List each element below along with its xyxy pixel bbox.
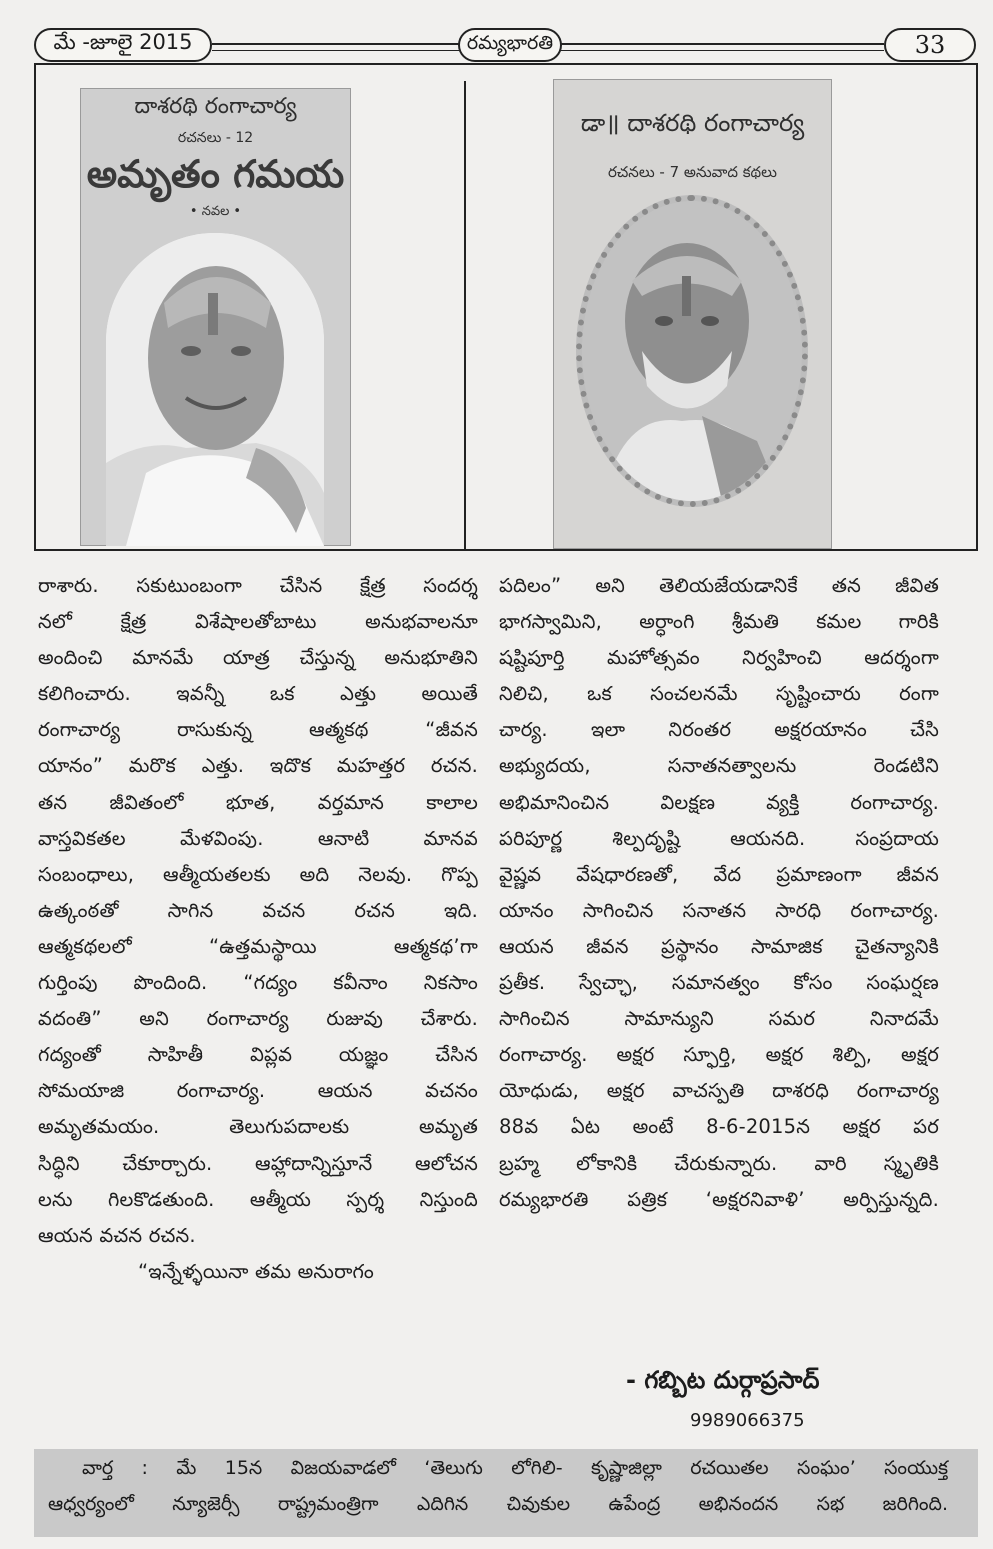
cover-title: అమృతం గమయ bbox=[86, 152, 345, 196]
text-line: ప్రతీక. స్వేచ్ఛా, సమానత్వం కోసం సంఘర్షణ bbox=[499, 971, 939, 995]
text-line: రాశారు. సకుటుంబంగా చేసిన క్షేత్ర సందర్శ bbox=[38, 574, 478, 597]
text-line: అభ్యుదయ, సనాతనత్వాలను రెండటిని bbox=[499, 754, 939, 778]
column-divider bbox=[464, 81, 466, 549]
text-line: లను గిలకొడతుంది. ఆత్మీయ స్పర్శ నిస్తుంది bbox=[38, 1187, 478, 1211]
cover-author: దాశరథి రంగాచార్య bbox=[134, 94, 297, 119]
text-line: పదిలం” అని తెలియజేయడానికే తన జీవిత bbox=[499, 574, 939, 597]
page-number: 33 bbox=[884, 28, 976, 62]
text-line: గద్యంతో సాహితీ విప్లవ యజ్ఞం చేసిన bbox=[38, 1043, 478, 1067]
text-line: యోధుడు, అక్షర వాచస్పతి దాశరధి రంగాచార్య bbox=[499, 1079, 939, 1103]
text-line: రంగాచార్య రాసుకున్న ఆత్మకథ “జీవన bbox=[38, 718, 478, 742]
text-line: పరిపూర్ణ శిల్పదృష్టి ఆయనది. సంప్రదాయ bbox=[499, 826, 939, 850]
text-line: యానం” మరొక ఎత్తు. ఇదొక మహత్తర రచన. bbox=[38, 754, 478, 778]
text-line: నిలిచి, ఒక సంచలనమే సృష్టించారు రంగా bbox=[499, 682, 939, 706]
text-line: కలిగించారు. ఇవన్నీ ఒక ఎత్తు అయితే bbox=[38, 682, 478, 706]
text-line: సోమయాజి రంగాచార్య. ఆయన వచనం bbox=[38, 1079, 478, 1103]
text-line: అమృతమయం. తెలుగుపదాలకు అమృత bbox=[38, 1115, 478, 1139]
article-column-right bbox=[499, 568, 939, 1218]
author-photo bbox=[106, 233, 324, 546]
author-photo bbox=[582, 201, 802, 501]
text-line: షష్టిపూర్తి మహోత్సవం నిర్వహించి ఆదర్శంగా bbox=[499, 646, 939, 670]
news-line: ఆధ్వర్యంలో న్యూజెర్సీ రాష్ట్రమంత్రిగా ఎదిగిన చివుకుల ఉపేంద్ర అభినందన సభ జరిగింది. bbox=[48, 1493, 948, 1515]
author-portrait-arch bbox=[106, 233, 324, 546]
text-line: వైష్ణవ వేషధారణతో, వేద ప్రమాణంగా జీవన bbox=[499, 862, 939, 886]
book-covers-panel bbox=[34, 63, 978, 551]
text-line: యానం సాగించిన సనాతన సారధి రంగాచార్య. bbox=[499, 898, 939, 922]
text-line: ఆత్మకథలలో “ఉత్తమస్థాయి ఆత్మకథ’గా bbox=[38, 934, 478, 958]
text-line: తన జీవితంలో భూత, వర్తమాన కాలాల bbox=[38, 790, 478, 814]
text-line: ఉత్కంఠతో సాగిన వచన రచన ఇది. bbox=[38, 898, 478, 922]
news-box bbox=[34, 1449, 978, 1537]
text-line: సిద్ధిని చేకూర్చారు. ఆహ్లాదాన్నిస్తూనే ఆలోచన bbox=[38, 1151, 478, 1175]
cover-author: డా॥ దాశరథి రంగాచార్య bbox=[580, 109, 805, 137]
text-line: వదంతి” అని రంగాచార్య రుజువు చేశారు. bbox=[38, 1007, 478, 1031]
text-line: గుర్తింపు పొందింది. “గద్యం కవీనాం నికసాం bbox=[38, 971, 478, 995]
cover-volume: రచనలు - 7 అనువాద కథలు bbox=[608, 163, 777, 181]
quote-start-line: “ఇన్నేళ్ళయినా తమ అనురాగం bbox=[138, 1259, 374, 1283]
book-cover-amrutham-gamaya bbox=[80, 88, 351, 546]
text-line: రంగాచార్య. అక్షర స్ఫూర్తి, అక్షర శిల్పి, అక్షర bbox=[499, 1043, 939, 1067]
text-line: ఆయన జీవన ప్రస్థానం సామాజిక చైతన్యానికి bbox=[499, 934, 939, 958]
cover-volume: రచనలు - 12 bbox=[177, 130, 254, 146]
news-line: వార్త : మే 15న విజయవాడలో ‘తెలుగు లోగిలి- కృష్ణాజిల్లా రచయితల సంఘం’ సంయుక్త bbox=[82, 1457, 948, 1479]
text-line: అందించి మానమే యాత్ర చేస్తున్న అనుభూతిని bbox=[38, 646, 478, 670]
text-line: సాగించిన సామాన్యుని సమర నినాదమే bbox=[499, 1007, 939, 1031]
article-column-left bbox=[38, 568, 478, 1290]
page-header bbox=[0, 0, 993, 68]
text-line: సంబంధాలు, ఆత్మీయతలకు అది నెలవు. గొప్ప bbox=[38, 862, 478, 886]
book-cover-anuvada-kathalu bbox=[553, 79, 832, 549]
text-line: 88వ ఏట అంటే 8-6-2015న అక్షర పర bbox=[499, 1115, 939, 1139]
author-phone: 9989066375 bbox=[690, 1410, 805, 1431]
text-line: ఆయన వచన రచన. bbox=[38, 1223, 196, 1247]
cover-genre: • నవల • bbox=[189, 204, 242, 219]
author-portrait-oval bbox=[576, 195, 808, 507]
issue-date: మే -జూలై 2015 bbox=[34, 28, 212, 62]
text-line: నలో క్షేత్ర విశేషాలతోబాటు అనుభవాలనూ bbox=[38, 610, 478, 634]
author-signature: - గబ్బిట దుర్గాప్రసాద్ bbox=[626, 1366, 820, 1394]
text-line: వాస్తవికతల మేళవింపు. ఆనాటి మానవ bbox=[38, 826, 478, 850]
text-line: భాగస్వామిని, అర్ధాంగి శ్రీమతి కమల గారికి bbox=[499, 610, 939, 634]
text-line: అభిమానించిన విలక్షణ వ్యక్తి రంగాచార్య. bbox=[499, 790, 939, 814]
text-line: బ్రహ్మ లోకానికి చేరుకున్నారు. వారి స్మృతికి bbox=[499, 1151, 939, 1175]
text-line: రమ్యభారతి పత్రిక ‘అక్షరనివాళి’ అర్పిస్తున్నది. bbox=[499, 1187, 939, 1211]
text-line: చార్య. ఇలా నిరంతర అక్షరయానం చేసి bbox=[499, 718, 939, 742]
magazine-name: రమ్యభారతి bbox=[458, 28, 562, 62]
